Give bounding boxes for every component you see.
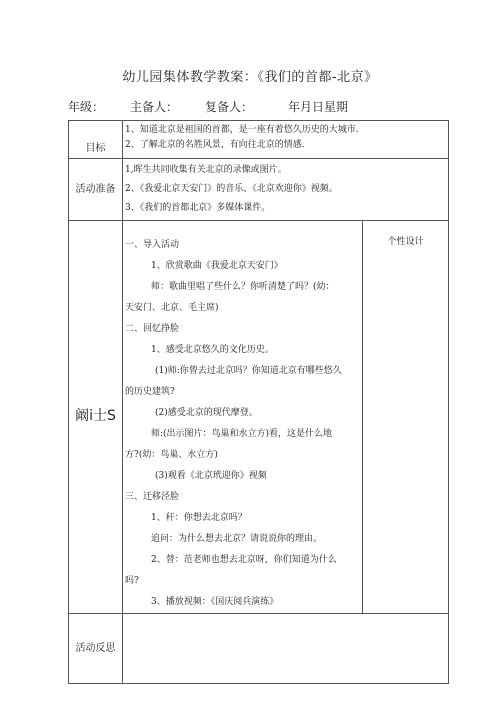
co-preparer-label: 复备人：	[205, 100, 254, 114]
process-label	[69, 221, 123, 614]
reflection-label: 活动反思	[69, 614, 123, 684]
process-line: 天安门、北京、毛主席)	[125, 303, 219, 313]
goal-label: 目标	[69, 121, 123, 159]
prep-line: 3、《我们的首都北京》多媒体课件。	[125, 203, 271, 213]
date-label: 年月日星期	[288, 100, 349, 114]
prep-label: 活动准备	[69, 159, 123, 221]
goal-content	[123, 121, 449, 159]
process-line: 吗?	[125, 576, 139, 586]
process-line: 3、播放视频：《国庆阅兵演练》	[151, 597, 279, 607]
preparer-label: 主备人：	[130, 100, 179, 114]
process-line: 一、导入活动	[125, 240, 180, 250]
process-line: 2、替：范老师也想去北京呀，你们知道为什么	[151, 555, 337, 565]
process-line: 1、欣赏歌曲《我爱北京天安门》	[151, 261, 283, 271]
process-line: 师：歌曲里唱了些什么？你听清楚了吗？(幼：	[151, 282, 335, 292]
prep-line: 2、《我爱北京天安门》的音乐、《北京欢迎你》视频。	[125, 184, 338, 194]
process-line: 追问：为什么想去北京？请说说你的理由。	[151, 534, 323, 544]
process-line: (2)感受北京的现代摩登。	[155, 408, 258, 418]
document-title: 幼儿园集体教学教案：《我们的首都-北京》	[122, 70, 378, 85]
prep-row	[69, 159, 449, 221]
process-line: (1)师:你曾去过北京吗？你知道北京有哪些悠久	[155, 366, 342, 376]
goal-line: 1、知道北京是祖国的首都，是一座有着悠久历史的大城市.	[125, 125, 359, 135]
goal-line: 2、了解北京的名胜风景，有向往北京的情感.	[125, 140, 305, 150]
process-content	[123, 221, 363, 614]
process-line: 的历史建筑?	[125, 387, 175, 397]
grade-label: 年级：	[68, 100, 105, 114]
process-line: 三、迁移泾脸	[125, 492, 180, 502]
process-line: 1、感受北京悠久的文化历史。	[151, 345, 274, 355]
personal-design-header: 个性设计	[363, 221, 449, 614]
process-line: 方?(幼：鸟巢、水立方)	[125, 450, 218, 460]
process-label-text: 阚i士S	[75, 408, 116, 424]
prep-content	[123, 159, 449, 221]
process-line: 二、回忆挣脸	[125, 324, 180, 334]
process-line: 1、秆：你想去北京吗？	[151, 513, 247, 523]
prep-line: 1,晖生共同收集有关北京的录像或图片。	[125, 165, 287, 175]
lesson-plan-table	[68, 120, 449, 684]
process-line: 师:(出示图片：鸟巢和水立方)看，这是什么地	[151, 429, 333, 439]
reflection-row	[69, 614, 449, 684]
goal-row	[69, 121, 449, 159]
reflection-content	[123, 614, 449, 684]
process-row	[69, 221, 449, 614]
process-line: (3)观看《北京玳迎你》视频	[155, 471, 267, 481]
